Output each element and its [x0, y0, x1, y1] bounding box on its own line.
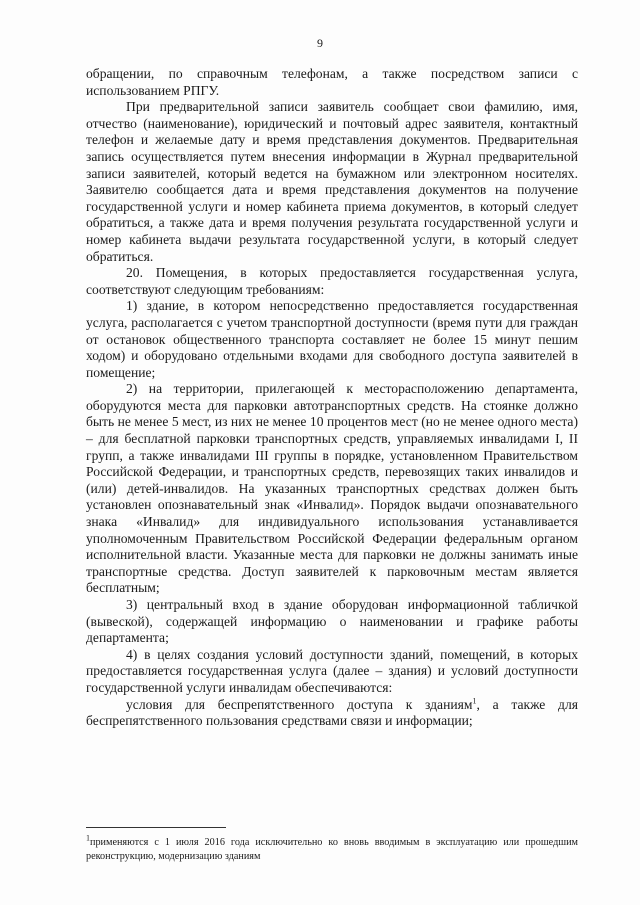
page-number: 9 — [317, 36, 323, 50]
footnote — [86, 833, 578, 863]
paragraph: 2) на территории, прилегающей к месторасположению департамента, оборудуются места для парковки автотранспортных средств. На стоянке должно быть не менее 5 мест, из них не менее 10 процентов мест (но не менее одного места) – для бесплатной парковки транспортных средств, управляемых инвалидами I, II групп, а также инвалидами III группы в порядке, установленном Правительством Российской Федерации, и транспортных средств, перевозящих таких инвалидов и (или) детей-инвалидов. На указанных транспортных средствах должен быть установлен опознавательный знак «Инвалид». Порядок выдачи опознавательного знака «Инвалид» для индивидуального использования устанавливается уполномоченным Правительством Российской Федерации федеральным органом исполнительной власти. Указанные места для парковки не должны занимать иные транспортные средства. Доступ заявителей к парковочным местам является бесплатным; — [86, 381, 578, 596]
paragraph: 20. Помещения, в которых предоставляется государственная услуга, соответствуют следующим требованиям: — [86, 265, 578, 297]
paragraph: 3) центральный вход в здание оборудован информационной табличкой (вывеской), содержащей информацию о наименовании и графике работы департамента; — [86, 597, 578, 646]
paragraph-text-start: условия для беспрепятственного доступа к зданиям — [126, 696, 473, 712]
paragraph: 1) здание, в котором непосредственно предоставляется государственная услуга, располагается с учетом транспортной доступности (время пути для граждан от остановок общественного транспорта составляет не более 15 минут пешим ходом) и оборудовано отдельными входами для свободного доступа заявителей в помещение; — [86, 298, 578, 380]
paragraph-text-end: , а также для беспрепятственного пользования средствами связи и информации; — [86, 696, 578, 729]
footnote-reference: 1 — [472, 696, 477, 706]
footnote-text: применяются с 1 июля 2016 года исключительно ко вновь вводимым в эксплуатацию или прошедшим реконструкцию, модернизацию зданиям — [86, 837, 578, 862]
paragraph: При предварительной записи заявитель сообщает свои фамилию, имя, отчество (наименование), юридический и почтовый адрес заявителя, контактный телефон и желаемые дату и время представления документов. Предварительная запись осуществляется путем внесения информации в Журнал предварительной записи заявителей, который ведется на бумажном или электронном носителях. Заявителю сообщается дата и время представления документов на получение государственной услуги и номер кабинета приема документов, в который следует обратиться, а также дата и время получения результата государственной услуги и номер кабинета выдачи результата государственной услуги, в который следует обратиться. — [86, 99, 578, 264]
footnote-separator — [86, 827, 226, 828]
paragraph: обращении, по справочным телефонам, а также посредством записи с использованием РПГУ. — [86, 66, 578, 98]
document-body — [86, 66, 578, 730]
paragraph: 4) в целях создания условий доступности зданий, помещений, в которых предоставляется государственная услуга (далее – здания) и условий доступности государственной услуги инвалидам обеспечиваются: — [86, 646, 578, 695]
paragraph-with-footnote — [86, 697, 578, 730]
footnote-mark: 1 — [86, 833, 90, 843]
